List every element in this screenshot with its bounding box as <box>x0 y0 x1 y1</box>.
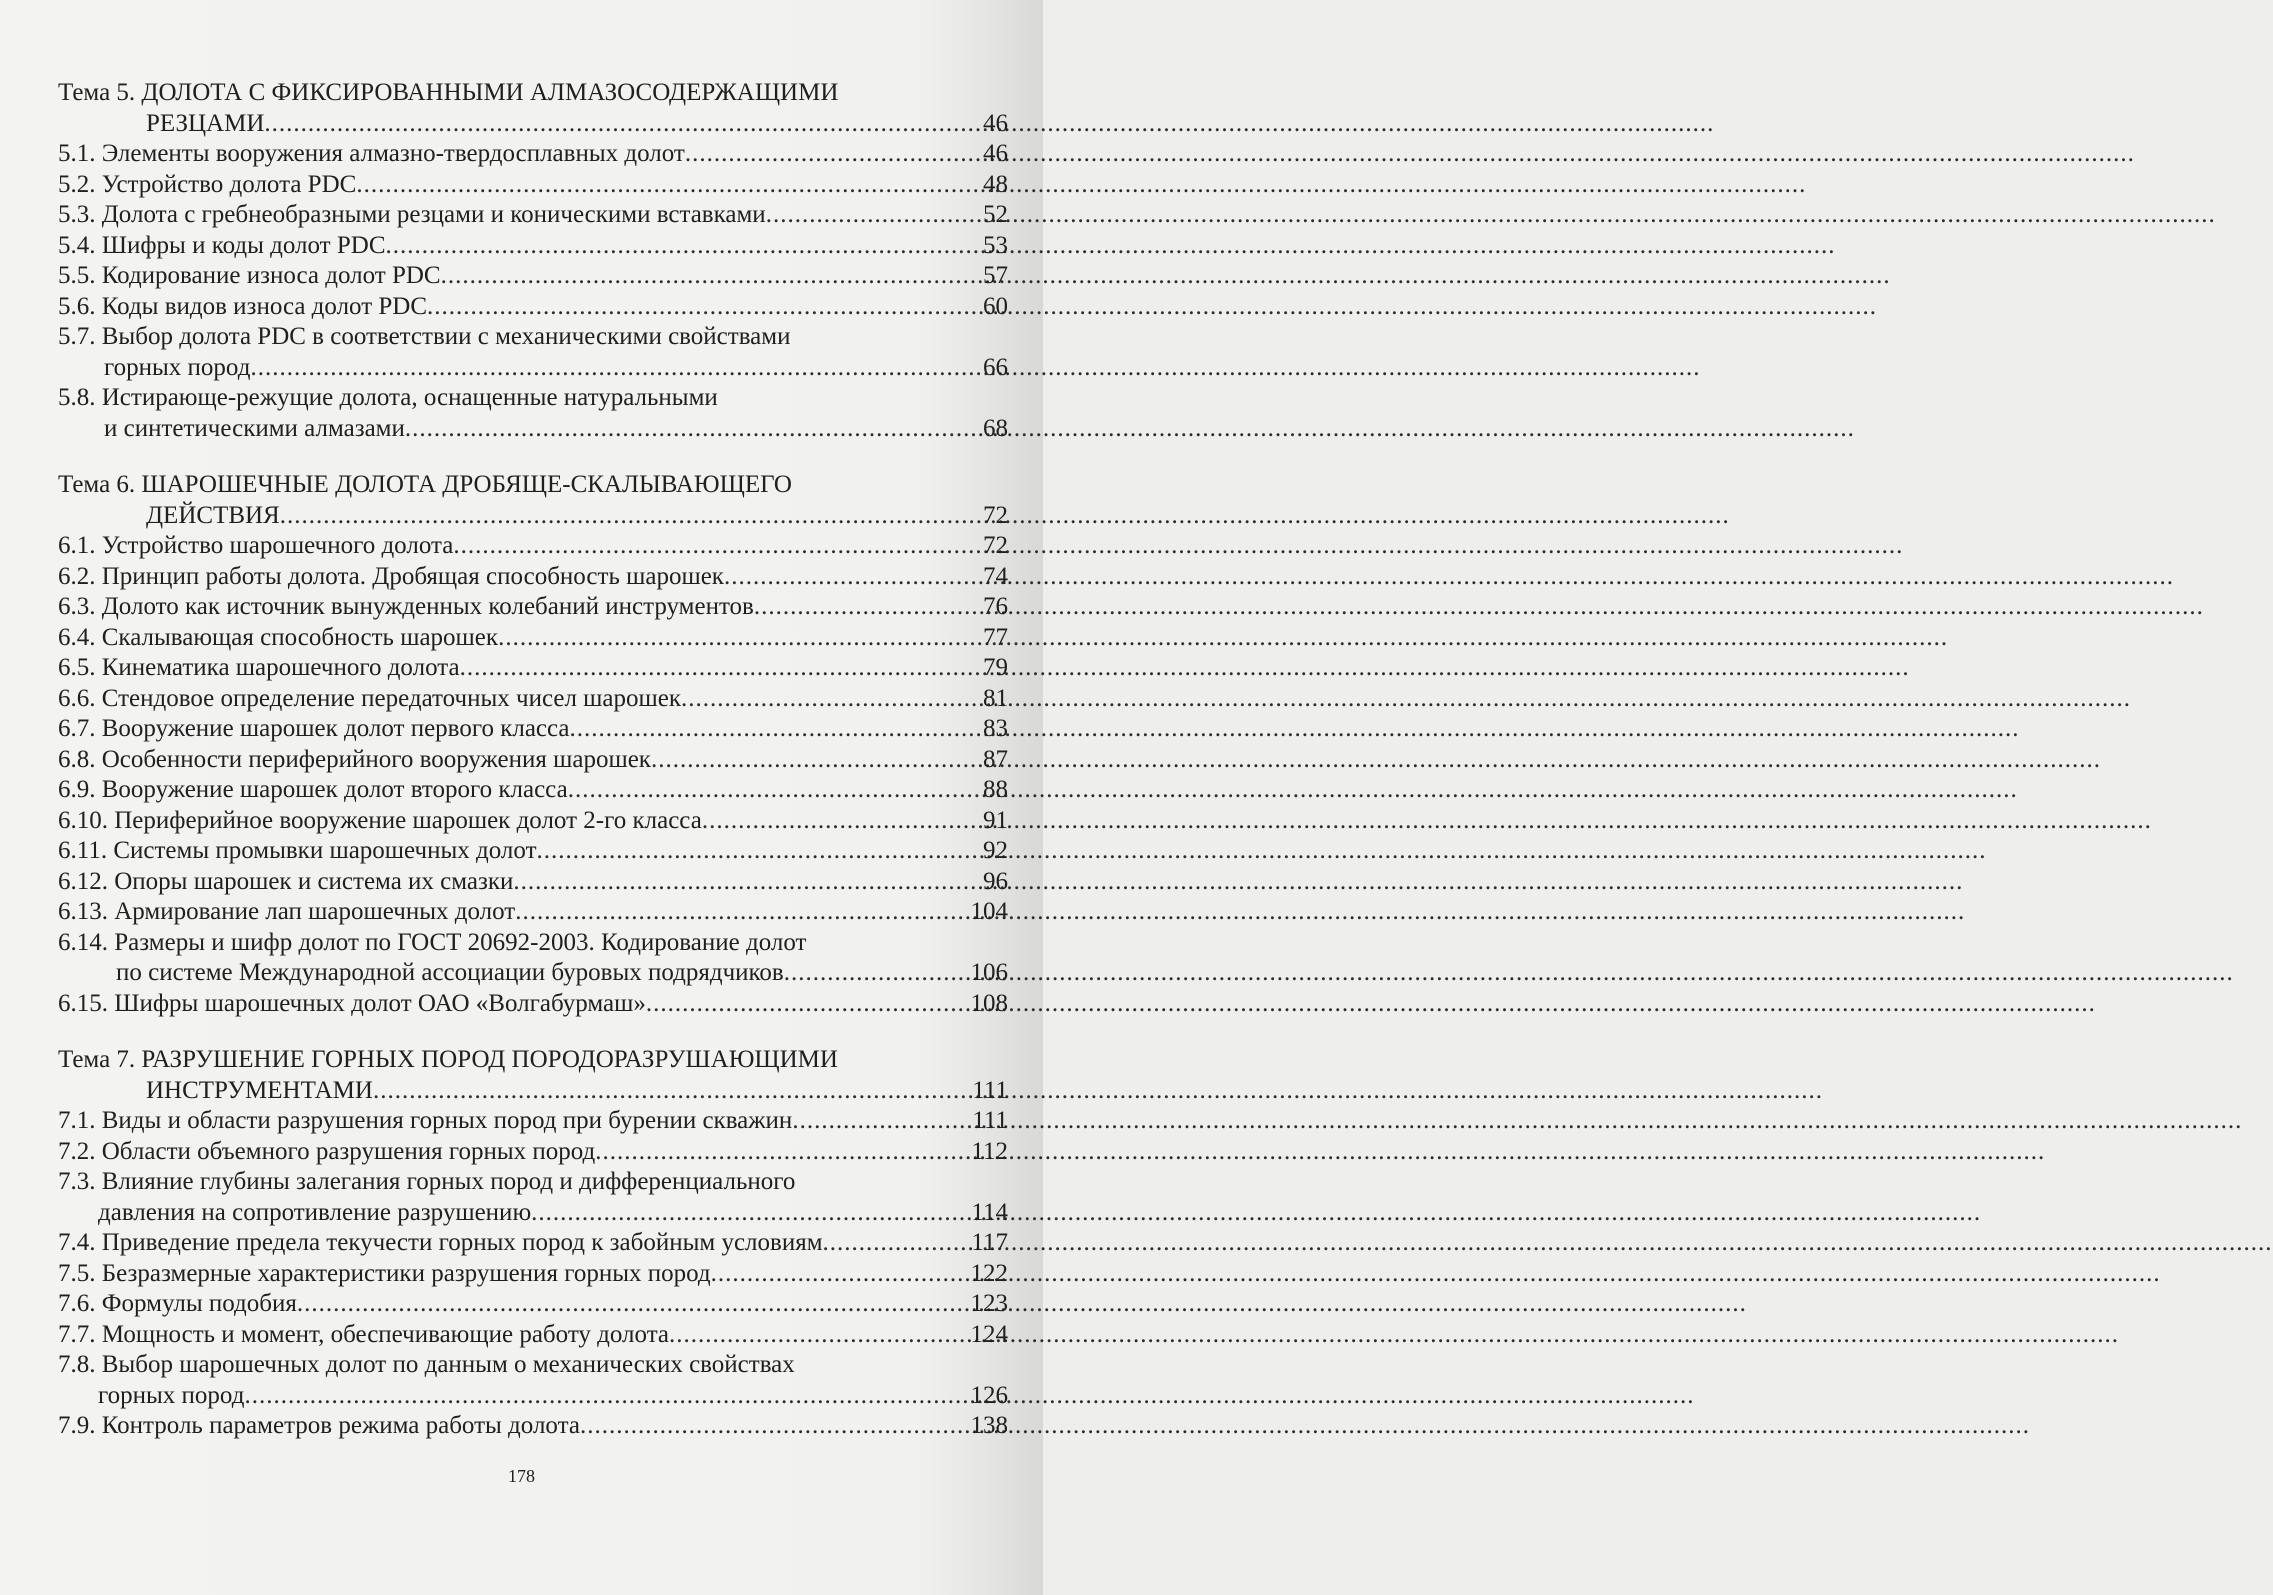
toc-entry-title: 6.9. Вооружение шарошек долот второго класса <box>58 776 568 803</box>
toc-entry-title: 6.12. Опоры шарошек и система их смазки <box>58 867 514 895</box>
page-ref: 112 <box>971 1137 1008 1165</box>
toc-entry-title: 6.2. Принцип работы долота. Дробящая способность шарошек <box>58 562 724 590</box>
dot-leader <box>580 1411 950 1442</box>
toc-entry <box>58 1320 1008 1351</box>
theme-heading-continuation: ДЕЙСТВИЯ <box>146 501 280 529</box>
page-ref: 81 <box>983 684 1008 712</box>
toc-entry <box>58 200 1008 231</box>
toc-entry-title: 6.4. Скалывающая способность шарошек <box>58 623 499 651</box>
page-ref: 88 <box>983 776 1008 803</box>
page-ref: 77 <box>983 623 1008 651</box>
theme-heading-continuation: ИНСТРУМЕНТАМИ <box>146 1076 373 1104</box>
dot-leader <box>531 1198 950 1229</box>
toc-entry <box>58 1289 1008 1320</box>
dot-leader <box>250 353 950 384</box>
theme-heading-entry <box>58 1076 1008 1107</box>
dot-leader <box>513 867 950 898</box>
toc-entry-title: 7.7. Мощность и момент, обеспечивающие работу долота <box>58 1320 670 1348</box>
toc-entry <box>58 897 1008 928</box>
toc-entry-title: 6.5. Кинематика шарошечного долота <box>58 654 460 681</box>
dot-leader <box>823 1228 950 1259</box>
toc-entry-title: 6.3. Долото как источник вынужденных колебаний инструментов <box>58 593 754 620</box>
toc-entry <box>58 1381 1008 1412</box>
dot-leader <box>595 1137 950 1168</box>
page-ref: 126 <box>970 1381 1008 1409</box>
toc-section <box>58 78 1008 444</box>
dot-leader <box>685 139 950 170</box>
dot-leader <box>711 1259 950 1290</box>
toc-entry <box>58 562 1008 593</box>
dot-leader <box>754 592 950 623</box>
toc-entry <box>58 1228 1008 1259</box>
page-ref: 52 <box>983 201 1008 228</box>
dot-leader <box>280 501 950 532</box>
page-ref: 57 <box>983 262 1008 289</box>
toc-entry <box>58 231 1008 262</box>
toc-entry-continuation: по системе Международной ассоциации буровых подрядчиков <box>116 959 784 986</box>
toc-entry <box>58 867 1008 898</box>
page-ref: 53 <box>983 231 1008 259</box>
toc-entry <box>58 775 1008 806</box>
page-ref: 114 <box>971 1198 1008 1226</box>
toc-entry-title: 5.5. Кодирование износа долот PDC <box>58 262 441 289</box>
dot-leader <box>784 958 950 989</box>
book-page <box>0 0 1043 1595</box>
toc-entry <box>58 261 1008 292</box>
toc-entry-title: 5.1. Элементы вооружения алмазно-твердосплавных долот <box>58 140 685 167</box>
page-number: 178 <box>508 1466 535 1486</box>
page-ref: 108 <box>970 989 1008 1017</box>
toc-entry-title: 6.10. Периферийное вооружение шарошек долот 2-го класса <box>58 806 702 834</box>
page-ref: 87 <box>983 745 1008 773</box>
page-ref: 48 <box>983 170 1008 198</box>
dot-leader <box>537 836 951 867</box>
theme-heading: Тема 6. ШАРОШЕЧНЫЕ ДОЛОТА ДРОБЯЩЕ-СКАЛЫВАЮЩЕГО <box>58 471 792 498</box>
toc-entry <box>58 170 1008 201</box>
page-ref: 92 <box>983 837 1008 864</box>
dot-leader <box>724 562 950 593</box>
toc-entry-title: 5.2. Устройство долота PDC <box>58 170 357 198</box>
page-ref: 83 <box>983 715 1008 742</box>
toc-entry-title: 7.4. Приведение предела текучести горных пород к забойным условиям <box>58 1229 823 1256</box>
page-ref: 91 <box>983 806 1008 834</box>
toc-entry <box>58 531 1008 562</box>
toc-entry <box>58 1259 1008 1290</box>
toc-entry-title: 5.6. Коды видов износа долот PDC <box>58 292 428 320</box>
toc-section <box>58 1045 1008 1442</box>
toc-entry <box>58 592 1008 623</box>
dot-leader <box>244 1381 950 1412</box>
toc-entry <box>58 414 1008 445</box>
theme-heading-entry <box>58 109 1008 140</box>
toc-entry <box>58 653 1008 684</box>
page-ref: 66 <box>983 353 1008 381</box>
dot-leader <box>386 231 951 262</box>
page-ref: 46 <box>983 109 1008 137</box>
toc-entry-title: 5.4. Шифры и коды долот PDC <box>58 231 386 259</box>
toc-entry-title: 6.7. Вооружение шарошек долот первого класса <box>58 715 570 742</box>
toc-entry-title: 6.8. Особенности периферийного вооружения шарошек <box>58 745 651 773</box>
dot-leader <box>427 292 950 323</box>
toc-entry-title: 5.7. Выбор долота PDC в соответствии с механическими свойствами <box>58 323 791 350</box>
toc-entry <box>58 989 1008 1020</box>
page-ref: 138 <box>970 1412 1008 1439</box>
dot-leader <box>356 170 950 201</box>
dot-leader <box>766 200 950 231</box>
theme-heading: Тема 7. РАЗРУШЕНИЕ ГОРНЫХ ПОРОД ПОРОДОРАЗРУШАЮЩИМИ <box>58 1046 838 1073</box>
page-ref: 68 <box>983 414 1008 442</box>
toc-entry <box>58 292 1008 323</box>
toc-entry-continuation: давления на сопротивление разрушению <box>98 1198 532 1226</box>
dot-leader <box>405 414 950 445</box>
toc-entry <box>58 139 1008 170</box>
page-ref: 96 <box>983 867 1008 895</box>
dot-leader <box>515 897 950 928</box>
dot-leader <box>646 989 950 1020</box>
toc-entry <box>58 806 1008 837</box>
toc-entry-title: 7.8. Выбор шарошечных долот по данным о механических свойствах <box>58 1351 795 1378</box>
page-ref: 123 <box>970 1290 1008 1317</box>
page-ref: 79 <box>983 654 1008 681</box>
theme-heading-continuation: РЕЗЦАМИ <box>146 109 265 137</box>
toc-section <box>58 470 1008 1019</box>
page-ref: 72 <box>983 501 1008 529</box>
dot-leader <box>460 653 950 684</box>
toc-entry <box>58 1106 1008 1137</box>
toc-entry <box>58 684 1008 715</box>
dot-leader <box>651 745 950 776</box>
toc-entry-title: 7.5. Безразмерные характеристики разрушения горных пород <box>58 1259 711 1287</box>
toc-entry-continuation: горных пород <box>98 1381 245 1409</box>
toc-entry-title: 7.9. Контроль параметров режима работы долота <box>58 1412 580 1439</box>
dot-leader <box>570 714 950 745</box>
dot-leader <box>453 531 950 562</box>
toc-entry-title: 6.1. Устройство шарошечного долота <box>58 532 454 559</box>
toc-entry <box>58 714 1008 745</box>
dot-leader <box>568 775 950 806</box>
dot-leader <box>264 109 950 140</box>
toc-entry-continuation: и синтетическими алмазами <box>104 414 405 442</box>
toc-entry <box>58 958 1008 989</box>
toc-entry-title: 7.1. Виды и области разрушения горных пород при бурении скважин <box>58 1107 793 1134</box>
toc-entry <box>58 623 1008 654</box>
toc-entry <box>58 745 1008 776</box>
theme-heading-entry <box>58 501 1008 532</box>
table-of-contents <box>58 78 1008 1468</box>
page-ref: 104 <box>970 898 1008 925</box>
toc-entry <box>58 1411 1008 1442</box>
dot-leader <box>702 806 950 837</box>
toc-entry-title: 5.3. Долота с гребнеобразными резцами и коническими вставками <box>58 201 766 228</box>
dot-leader <box>441 261 950 292</box>
page-ref: 72 <box>983 532 1008 559</box>
theme-heading: Тема 5. ДОЛОТА С ФИКСИРОВАННЫМИ АЛМАЗОСОДЕРЖАЩИМИ <box>58 79 839 106</box>
page-ref: 60 <box>983 292 1008 320</box>
toc-entry-title: 7.6. Формулы подобия <box>58 1290 297 1317</box>
dot-leader <box>297 1289 950 1320</box>
page-ref: 76 <box>983 593 1008 620</box>
toc-entry-title: 5.8. Истирающе-режущие долота, оснащенные натуральными <box>58 384 718 411</box>
dot-leader <box>373 1076 950 1107</box>
toc-entry-title: 6.11. Системы промывки шарошечных долот <box>58 837 537 864</box>
page-ref: 74 <box>983 562 1008 590</box>
dot-leader <box>681 684 950 715</box>
page-ref: 111 <box>972 1107 1008 1134</box>
page-ref: 122 <box>970 1259 1008 1287</box>
dot-leader <box>498 623 950 654</box>
toc-entry <box>58 353 1008 384</box>
toc-entry-title: 6.15. Шифры шарошечных долот ОАО «Волгабурмаш» <box>58 989 646 1017</box>
page-ref: 117 <box>971 1229 1008 1256</box>
dot-leader <box>669 1320 950 1351</box>
toc-entry <box>58 836 1008 867</box>
toc-entry <box>58 1137 1008 1168</box>
toc-entry-title: 7.3. Влияние глубины залегания горных пород и дифференциального <box>58 1168 796 1195</box>
page-ref: 124 <box>970 1320 1008 1348</box>
toc-entry <box>58 1198 1008 1229</box>
dot-leader <box>792 1106 950 1137</box>
toc-entry-title: 7.2. Области объемного разрушения горных пород <box>58 1137 596 1165</box>
toc-entry-title: 6.14. Размеры и шифр долот по ГОСТ 20692-2003. Кодирование долот <box>58 928 807 956</box>
toc-entry-title: 6.6. Стендовое определение передаточных чисел шарошек <box>58 684 682 712</box>
page-ref: 46 <box>983 140 1008 167</box>
page-ref: 111 <box>972 1076 1008 1104</box>
page-ref: 106 <box>970 959 1008 986</box>
toc-entry-title: 6.13. Армирование лап шарошечных долот <box>58 898 516 925</box>
toc-entry-continuation: горных пород <box>104 353 251 381</box>
